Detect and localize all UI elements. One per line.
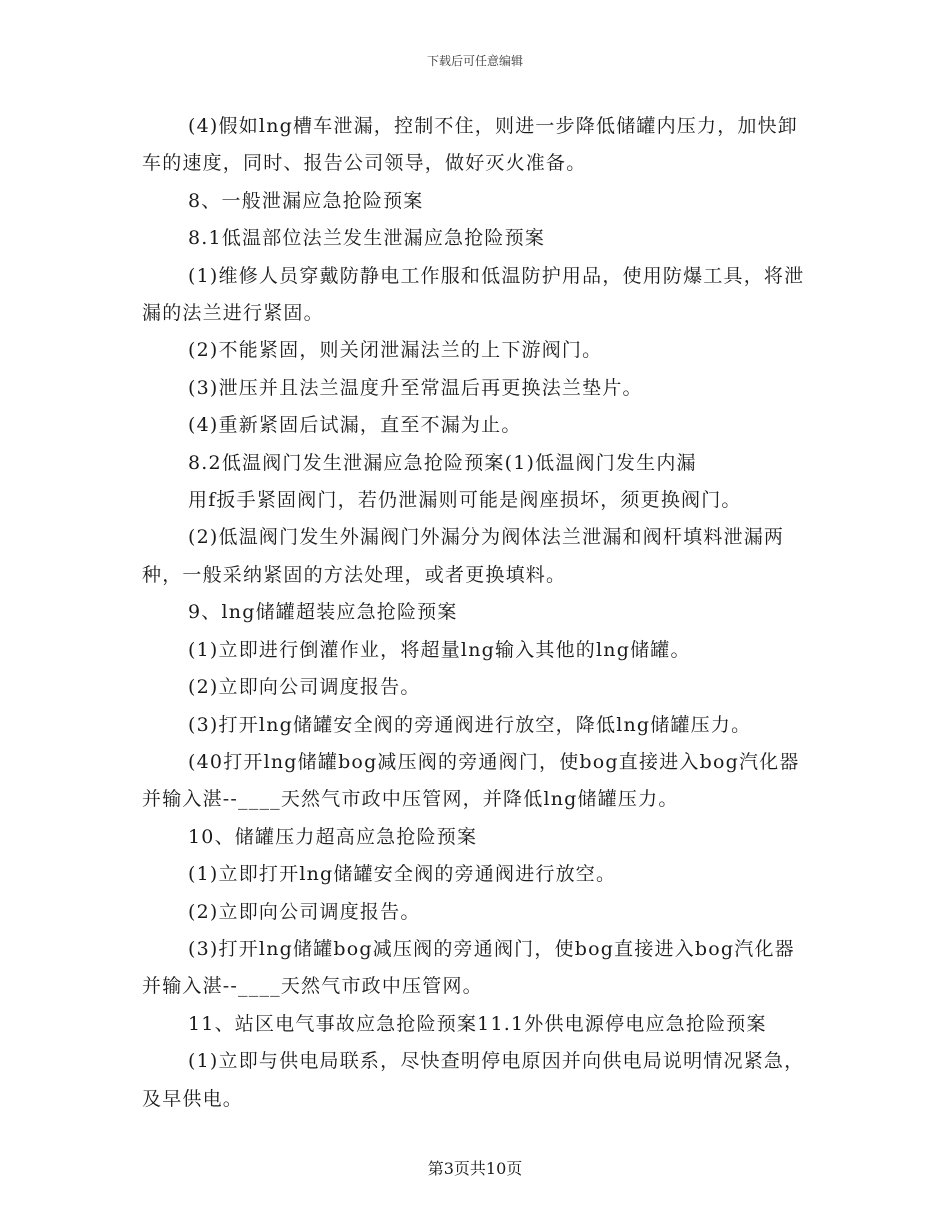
- page-header: 下载后可任意编辑: [426, 54, 523, 68]
- paragraph-7: (4)重新紧固后试漏，直至不漏为止。: [188, 414, 522, 437]
- paragraph-19: (3)打开lng储罐bog减压阀的旁通阀门，使bog直接进入bog汽化器并输入湛--____天然气市政中压管网。: [142, 937, 795, 998]
- paragraph-8: 8.2低温阀门发生泄漏应急抢险预案(1)低温阀门发生内漏: [188, 451, 697, 474]
- paragraph-2: 8、一般泄漏应急抢险预案: [188, 189, 424, 212]
- paragraph-5: (2)不能紧固，则关闭泄漏法兰的上下游阀门。: [188, 339, 603, 362]
- paragraph-17: (1)立即打开lng储罐安全阀的旁通阀进行放空。: [188, 863, 617, 886]
- paragraph-1: (4)假如lng槽车泄漏，控制不住，则进一步降低储罐内压力，加快卸车的速度，同时、报告公司领导，做好灭火准备。: [142, 115, 798, 175]
- paragraph-20: 11、站区电气事故应急抢险预案11.1外供电源停电应急抢险预案: [188, 1012, 767, 1035]
- document-body: [142, 108, 810, 1118]
- paragraph-6: (3)泄压并且法兰温度升至常温后再更换法兰垫片。: [188, 376, 643, 399]
- paragraph-14: (3)打开lng储罐安全阀的旁通阀进行放空，降低lng储罐压力。: [188, 713, 752, 736]
- paragraph-16: 10、储罐压力超高应急抢险预案: [188, 825, 478, 848]
- paragraph-15: (40打开lng储罐bog减压阀的旁通阀门，使bog直接进入bog汽化器并输入湛--____天然气市政中压管网，并降低lng储罐压力。: [142, 750, 800, 811]
- paragraph-12: (1)立即进行倒灌作业，将超量lng输入其他的lng储罐。: [188, 638, 691, 661]
- paragraph-21: (1)立即与供电局联系，尽快查明停电原因并向供电局说明情况紧急，及早供电。: [142, 1050, 805, 1110]
- paragraph-11: 9、lng储罐超装应急抢险预案: [188, 601, 458, 624]
- paragraph-10: (2)低温阀门发生外漏阀门外漏分为阀体法兰泄漏和阀杆填料泄漏两种，一般采纳紧固的方法处理，或者更换填料。: [142, 526, 785, 586]
- page-footer: 第3页共10页: [427, 1159, 523, 1178]
- paragraph-13: (2)立即向公司调度报告。: [188, 676, 421, 699]
- paragraph-9: 用f扳手紧固阀门，若仍泄漏则可能是阀座损坏，须更换阀门。: [188, 489, 742, 512]
- paragraph-18: (2)立即向公司调度报告。: [188, 900, 421, 923]
- paragraph-4: (1)维修人员穿戴防静电工作服和低温防护用品，使用防爆工具，将泄漏的法兰进行紧固。: [142, 264, 805, 325]
- paragraph-3: 8.1低温部位法兰发生泄漏应急抢险预案: [188, 227, 546, 250]
